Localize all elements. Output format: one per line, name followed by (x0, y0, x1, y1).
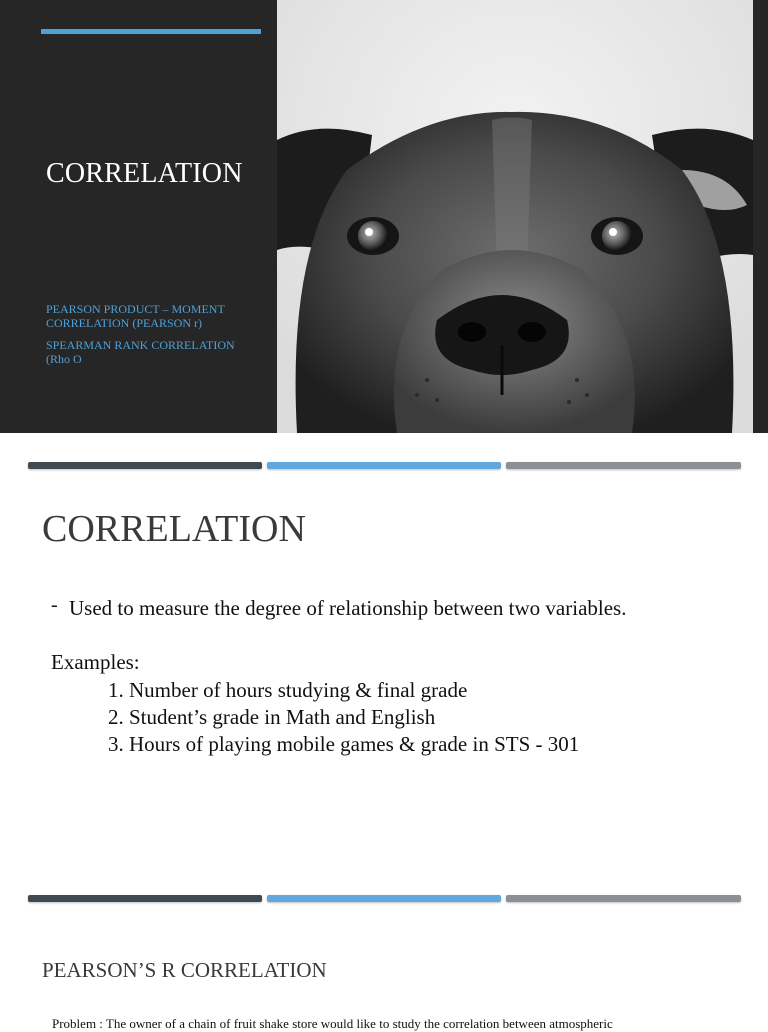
list-item: 2. Student’s grade in Math and English (108, 705, 436, 729)
slide-heading: PEARSON’S R CORRELATION (42, 958, 327, 982)
divider-bar-blue (267, 462, 501, 469)
subtitle-spearman: SPEARMAN RANK CORRELATION (Rho O (46, 338, 235, 366)
problem-text: Problem : The owner of a chain of fruit shake store would like to study the correlation between atmospheric (52, 1016, 613, 1031)
examples-list (108, 677, 579, 758)
examples-label: Examples: (51, 650, 140, 674)
accent-line (41, 29, 261, 34)
divider-bar-dark (28, 462, 262, 469)
divider-bar-gray (506, 895, 741, 902)
slide-title-text: CORRELATION (46, 158, 243, 189)
list-item: 3. Hours of playing mobile games & grade in STS - 301 (108, 732, 580, 756)
right-edge-panel (753, 0, 768, 433)
divider-bar-gray (506, 462, 741, 469)
dog-photo (277, 0, 753, 433)
divider-bar-dark (28, 895, 262, 902)
bullet-dash: - (51, 594, 58, 616)
slide-title (0, 0, 768, 433)
dog-illustration (277, 0, 753, 433)
divider-bar-blue (267, 895, 501, 902)
subtitle-pearson: PEARSON PRODUCT – MOMENT CORRELATION (PEARSON r) (46, 302, 225, 330)
title-panel (0, 0, 277, 433)
list-item: 1. Number of hours studying & final grade (108, 678, 468, 702)
slide-heading: CORRELATION (42, 508, 306, 550)
definition-bullet: Used to measure the degree of relationship between two variables. (69, 596, 627, 620)
